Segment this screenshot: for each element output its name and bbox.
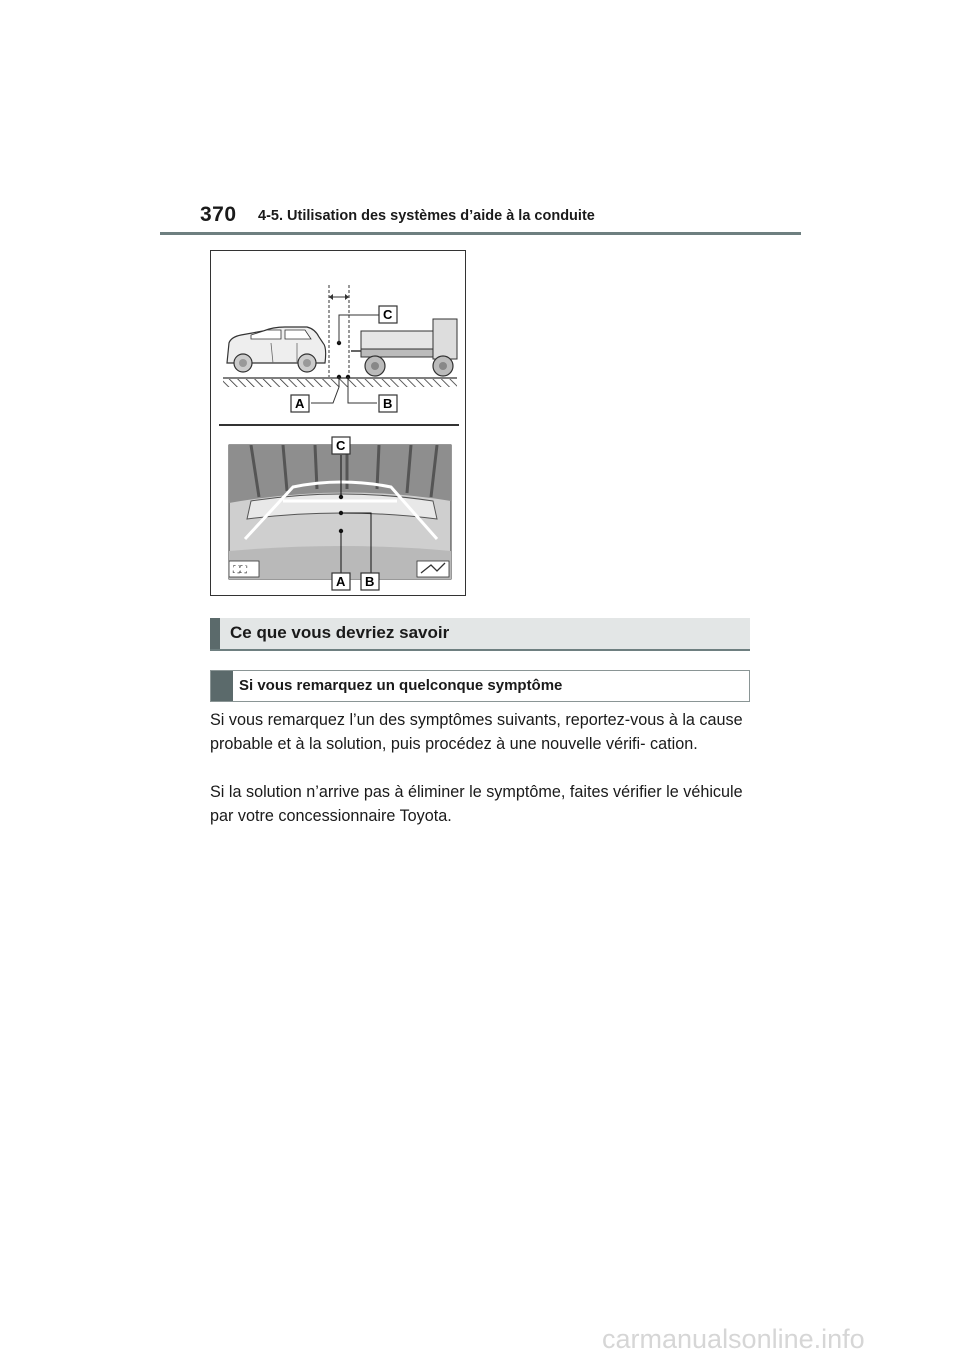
info-box-title-text: Ce que vous devriez savoir [230, 623, 450, 642]
info-box-title [210, 618, 750, 651]
callout-c-top: C [383, 307, 393, 322]
callout-a-top: A [295, 396, 305, 411]
section-header: 4-5. Utilisation des systèmes d’aide à la conduite [258, 208, 595, 224]
body-paragraph-2: Si la solution n’arrive pas à éliminer le symptôme, faites vérifier le véhicule par votre concessionnaire Toyota. [210, 783, 743, 825]
subtitle-accent [211, 671, 233, 701]
info-box-accent [210, 618, 220, 649]
body-paragraph-1: Si vous remarquez l’un des symptômes suivants, reportez-vous à la cause probable et à la solution, puis procédez à une nouvelle vérifi- cation. [210, 711, 743, 753]
camera-screen-illustration [229, 445, 451, 579]
sensor-icon: ⛶⛶ [233, 565, 247, 576]
watermark: carmanualsonline.info [602, 1324, 865, 1354]
parking-guide-figure [210, 250, 466, 596]
header-rule [160, 232, 801, 235]
info-box-subtitle [210, 670, 750, 702]
callout-c-bottom: C [336, 438, 346, 453]
callout-b-bottom: B [365, 574, 375, 589]
callout-a-bottom: A [336, 574, 346, 589]
subtitle-text: Si vous remarquez un quelconque symptôme [239, 677, 563, 694]
figure-illustration [211, 251, 467, 597]
callout-b-top: B [383, 396, 393, 411]
page-number: 370 [200, 203, 237, 226]
side-view-illustration [223, 285, 457, 403]
